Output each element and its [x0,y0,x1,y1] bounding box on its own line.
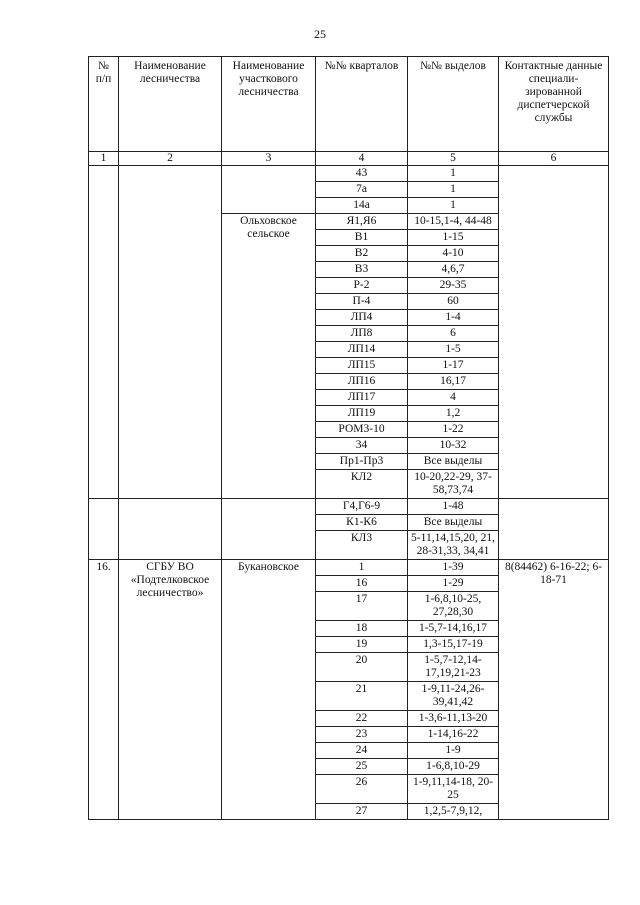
forestry-cell: СГБУ ВО «Подтелковское лесничество» [119,560,222,820]
quarter-cell: 24 [316,743,408,759]
column-number: 3 [222,152,316,166]
district-cell [222,499,316,560]
quarter-cell: Р-2 [316,278,408,294]
quarter-cell: 16 [316,576,408,592]
district-cell: Букановское [222,560,316,820]
header-number: № п/п [89,57,119,152]
plots-cell: 1-9 [408,743,499,759]
plots-cell: 6 [408,326,499,342]
header-plots: №№ выделов [408,57,499,152]
number-cell [89,166,119,499]
quarter-cell: ЛП4 [316,310,408,326]
plots-cell: 1-5 [408,342,499,358]
quarter-cell: 20 [316,653,408,682]
quarter-cell: 7а [316,182,408,198]
district-cell: Ольховское сельское [222,214,316,499]
quarter-cell: 17 [316,592,408,621]
quarter-cell: Г4,Г6-9 [316,499,408,515]
plots-cell: 10-32 [408,438,499,454]
quarter-cell: 22 [316,711,408,727]
quarter-cell: 23 [316,727,408,743]
header-quarters: №№ кварталов [316,57,408,152]
quarter-cell: ЛП19 [316,406,408,422]
plots-cell: 1-6,8,10-29 [408,759,499,775]
plots-cell: 1-9,11,14-18, 20-25 [408,775,499,804]
quarter-cell: П-4 [316,294,408,310]
plots-cell: 1,3-15,17-19 [408,637,499,653]
column-number: 2 [119,152,222,166]
quarter-cell: 19 [316,637,408,653]
forestry-cell [119,499,222,560]
plots-cell: 10-15,1-4, 44-48 [408,214,499,230]
plots-cell: 4-10 [408,246,499,262]
plots-cell: 4 [408,390,499,406]
plots-cell: 1,2,5-7,9,12, [408,804,499,820]
plots-cell: 1-29 [408,576,499,592]
quarter-cell: 27 [316,804,408,820]
plots-cell: 5-11,14,15,20, 21, 28-31,33, 34,41 [408,531,499,560]
table-row [89,560,609,576]
plots-cell: 1 [408,182,499,198]
plots-cell: 1 [408,166,499,182]
page-number: 25 [314,27,326,41]
district-cell [222,166,316,214]
plots-cell: 1-22 [408,422,499,438]
plots-cell: 29-35 [408,278,499,294]
plots-cell: 1,2 [408,406,499,422]
quarter-cell: ЛП17 [316,390,408,406]
plots-cell: 1-6,8,10-25, 27,28,30 [408,592,499,621]
quarter-cell: 18 [316,621,408,637]
quarter-cell: К1-К6 [316,515,408,531]
contact-cell [499,166,609,499]
column-number: 1 [89,152,119,166]
quarter-cell: Я1,Я6 [316,214,408,230]
header-contact: Контактные данные специали-зированной диспетчерской службы [499,57,609,152]
forestry-cell [119,166,222,499]
quarter-cell: 21 [316,682,408,711]
contact-cell: 8(84462) 6-16-22; 6-18-71 [499,560,609,820]
number-cell [89,499,119,560]
table-row [89,499,609,515]
quarter-cell: ЛП15 [316,358,408,374]
quarter-cell: ЛП14 [316,342,408,358]
plots-cell: Все выделы [408,515,499,531]
contact-cell [499,499,609,560]
plots-cell: 60 [408,294,499,310]
quarter-cell: В1 [316,230,408,246]
column-number: 6 [499,152,609,166]
forest-plots-table [88,56,609,820]
quarter-cell: В2 [316,246,408,262]
quarter-cell: 43 [316,166,408,182]
quarter-cell: В3 [316,262,408,278]
quarter-cell: ЛП16 [316,374,408,390]
plots-cell: Все выделы [408,454,499,470]
column-number: 4 [316,152,408,166]
column-number-row [89,152,609,166]
plots-cell: 1-5,7-12,14-17,19,21-23 [408,653,499,682]
plots-cell: 16,17 [408,374,499,390]
plots-cell: 1-48 [408,499,499,515]
quarter-cell: 14а [316,198,408,214]
quarter-cell: 34 [316,438,408,454]
header-district: Наименование участкового лесничества [222,57,316,152]
plots-cell: 1-15 [408,230,499,246]
plots-cell: 4,6,7 [408,262,499,278]
header-forestry: Наименование лесничества [119,57,222,152]
plots-cell: 1-3,6-11,13-20 [408,711,499,727]
table-row [89,166,609,182]
quarter-cell: 1 [316,560,408,576]
plots-cell: 1 [408,198,499,214]
plots-cell: 1-17 [408,358,499,374]
plots-cell: 1-4 [408,310,499,326]
plots-cell: 1-9,11-24,26-39,41,42 [408,682,499,711]
quarter-cell: Пр1-Пр3 [316,454,408,470]
quarter-cell: ЛП8 [316,326,408,342]
quarter-cell: КЛ3 [316,531,408,560]
quarter-cell: КЛ2 [316,470,408,499]
plots-cell: 1-5,7-14,16,17 [408,621,499,637]
quarter-cell: РОМ3-10 [316,422,408,438]
number-cell: 16. [89,560,119,820]
plots-cell: 1-14,16-22 [408,727,499,743]
plots-cell: 1-39 [408,560,499,576]
quarter-cell: 26 [316,775,408,804]
quarter-cell: 25 [316,759,408,775]
column-number: 5 [408,152,499,166]
plots-cell: 10-20,22-29, 37-58,73,74 [408,470,499,499]
table-header-row [89,57,609,152]
